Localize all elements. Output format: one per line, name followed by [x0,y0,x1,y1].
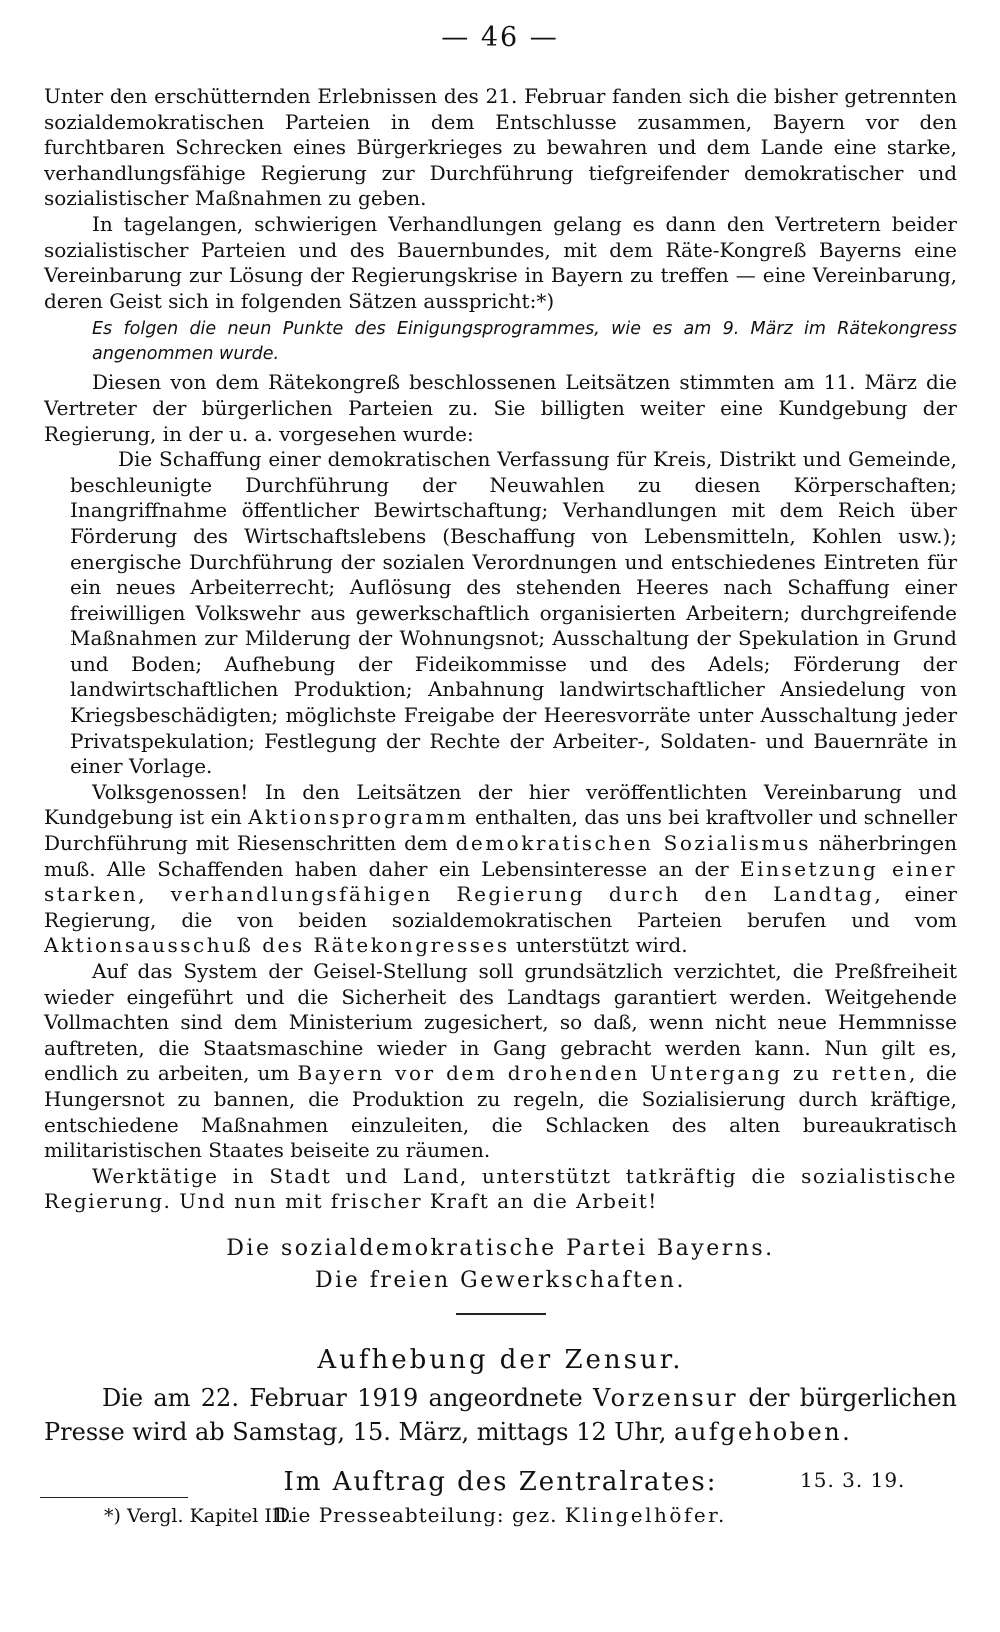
p5-text-e: näherbringen muß. Alle Schaffenden haben daher ein Lebensinteresse an der [44,831,957,881]
paragraph-5 [44,780,957,959]
p6-emph-bayern: Bayern vor dem drohenden Untergang zu retten, [297,1061,918,1086]
p6-text-c: die Hungersnot zu bannen, die Produktion zu regeln, die Sozialisierung durch kräftige, entschiedene Maßnahmen einzuleiten, die Schlacken des alten bureaukratisch militaristischen Staates beiseite zu räumen. [44,1061,957,1163]
p5-text-a: Volksgenossen! In den Leitsätzen der hier veröffentlichten Vereinbarung und Kundgebung ist ein [44,779,957,830]
p5-emph-sozialismus: demokratischen Sozialismus [455,831,811,856]
quoted-proclamation: Die Schaffung einer demokratischen Verfassung für Kreis, Distrikt und Gemeinde, beschleunigte Durchführung der Neuwahlen zu diesen Körperschaften; Inangriffnahme öffentlicher Bewirtschaftung; Verhandlungen mit dem Reich über Förderung des Wirtschaftslebens (Beschaffung von Lebensmitteln, Kohlen usw.); energische Durchführung der sozialen Verordnungen und entschiedenes Eintreten für ein neues Arbeiterrecht; Auflösung des stehenden Heeres nach Schaffung einer freiwilligen Volkswehr aus gewerkschaftlich organisierten Arbeitern; durchgreifende Maßnahmen zur Milderung der Wohnungsnot; Ausschaltung der Spekulation in Grund und Boden; Aufhebung der Fideikommisse und des Adels; Förderung der landwirtschaftlichen Produktion; Anbahnung landwirtschaftlicher Ansiedelung von Kriegsbeschädigten; möglichste Freigabe der Heeresvorräte unter Ausschaltung jeder Privatspekulation; Festlegung der Rechte der Arbeiter-, Soldaten- und Bauernräte in einer Vorlage. [70,447,957,779]
signature-spd: Die sozialdemokratische Partei Bayerns. [226,1235,775,1261]
paragraph-3: Diesen von dem Rätekongreß beschlossenen Leitsätzen stimmten am 11. März die Vertreter der bürgerlichen Parteien zu. Sie billigten weiter eine Kundgebung der Regierung, in der u. a. vorgesehen wurde: [44,370,957,446]
announcement-date: 15. 3. 19. [800,1468,906,1492]
p5-text-i: unterstützt wird. [516,933,688,958]
footnote: *) Vergl. Kapitel III. [104,1505,293,1527]
p5-emph-einsetzung: Einsetzung einer starken, verhandlungsfähigen Regierung durch den Landtag, [44,856,958,907]
signer-name: Klingelhöfer. [564,1502,727,1527]
p5-emph-aktionsausschuss: Aktionsausschuß des Rätekongresses [44,933,510,958]
authority-line: Im Auftrag des Zentralrates: [283,1466,718,1497]
paragraph-7-appeal: Werktätige in Stadt und Land, unterstützt tatkräftig die sozialistische Regierung. Und nun mit frischer Kraft an die Arbeit! [44,1163,957,1214]
p6-text-a: Auf das System der Geisel-Stellung soll grundsätzlich verzichtet, die Preßfreiheit wieder eingeführt und die Sicherheit des Landtags garantiert werden. Weitgehende Vollmachten sind dem Ministerium zugesichert, so daß, wenn nicht neue Hemmnisse auftreten, die Staatsmaschine wieder in Gang gebracht werden kann. Nun gilt es, endlich zu arbeiten, um [44,959,957,1086]
press-text: Die Presseabteilung: gez. [274,1502,558,1527]
editorial-note: Es folgen die neun Punkte des Einigungsprogrammes, wie es am 9. März im Rätekongress angenommen wurde. [92,319,957,365]
main-text [44,84,957,1529]
footnote-rule [40,1497,188,1498]
announcement-heading: Aufhebung der Zensur. [317,1344,684,1375]
page-number: — 46 — [441,22,559,53]
paragraph-2: In tagelangen, schwierigen Verhandlungen gelang es dann den Vertretern beider sozialistischer Parteien und des Bauernbundes, mit dem Räte-Kongreß Bayerns eine Vereinbarung zur Lösung der Regierungskrise in Bayern zu treffen — eine Vereinbarung, deren Geist sich in folgenden Sätzen ausspricht:*) [44,211,957,313]
paragraph-6 [44,959,957,1164]
ann-emph-vorzensur: Vorzensur [592,1383,739,1412]
paragraph-1: Unter den erschütternden Erlebnissen des 21. Februar fanden sich die bisher getrennten sozialdemokratischen Parteien in dem Entschlusse zusammen, Bayern vor den furchtbaren Schrecken eines Bürgerkrieges zu bewahren und dem Lande eine starke, verhandlungsfähige Regierung zur Durchführung tiefgreifender demokratischer und sozialistischer Maßnahmen zu geben. [44,84,957,211]
section-divider [456,1313,546,1315]
p5-text-g: einer Regierung, die von beiden sozialdemokratischen Parteien berufen und vom [44,882,957,932]
p5-emph-aktionsprogramm: Aktionsprogramm [248,805,469,830]
ann-text-a: Die am 22. Februar 1919 angeordnete [102,1383,583,1412]
ann-text-c: der bürgerlichen Presse wird ab Samstag, 15. März, mittags 12 Uhr, [44,1383,957,1446]
ann-emph-aufgehoben: aufgehoben. [674,1417,853,1446]
p5-text-c: enthalten, das uns bei kraftvoller und schneller Durchführung mit Riesenschritten dem [44,805,958,856]
signature-gewerkschaften: Die freien Gewerkschaften. [315,1267,686,1293]
announcement-text [44,1381,957,1449]
